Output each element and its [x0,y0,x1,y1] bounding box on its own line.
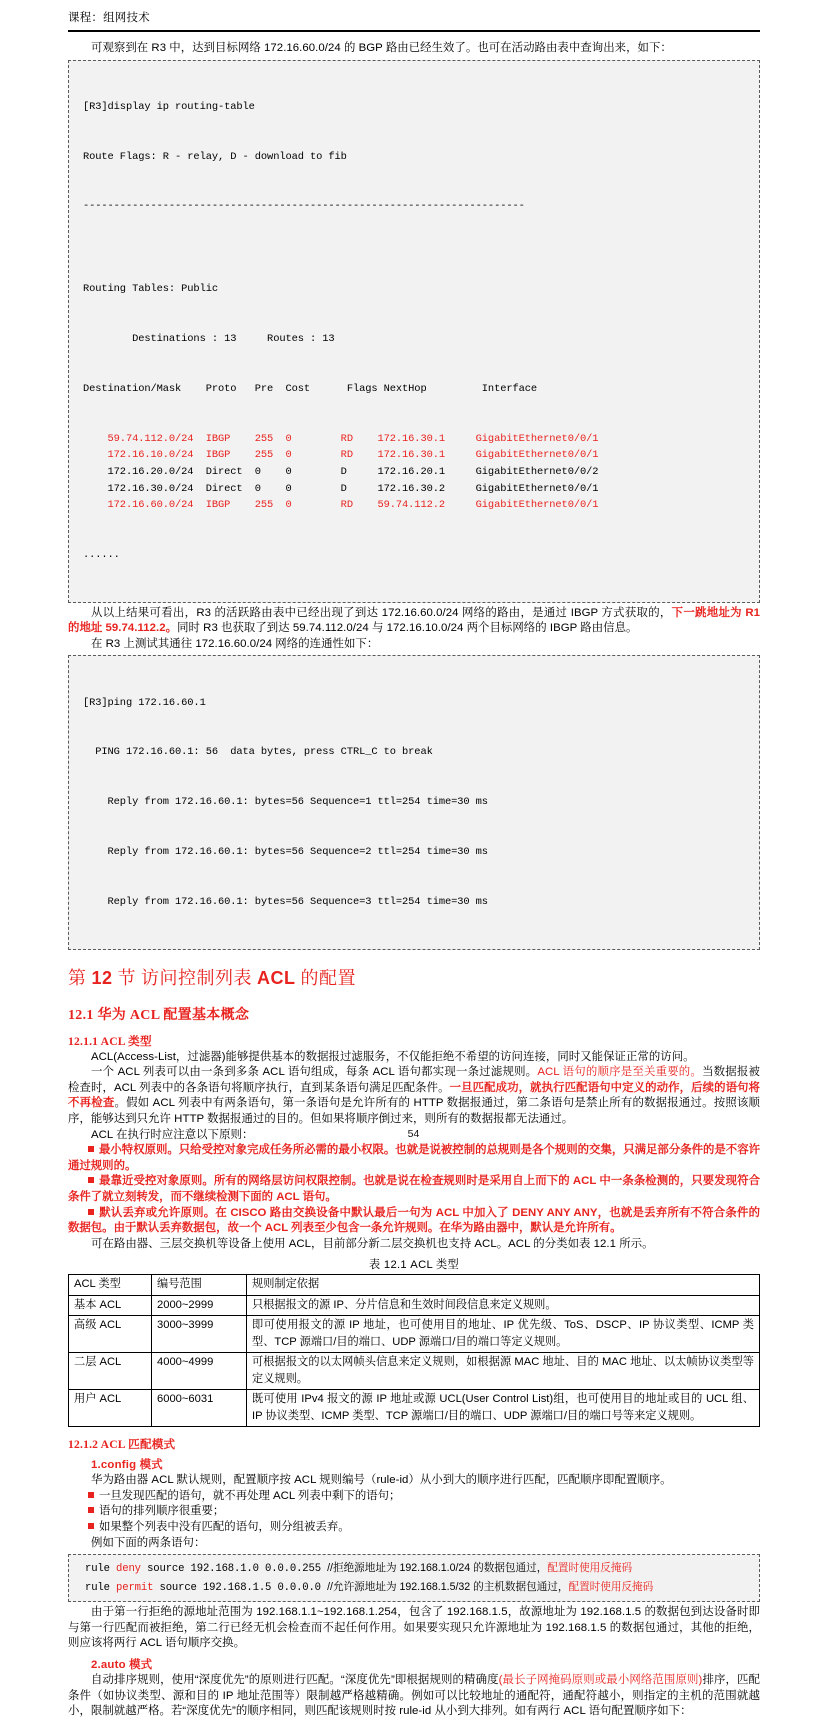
table-cell: 可根据报文的以太网帧头信息来定义规则，如根据源 MAC 地址、目的 MAC 地址、以太帧协议类型等定义规则。 [247,1353,760,1390]
rule-action: deny [116,1563,141,1576]
principle-item [68,1174,760,1205]
config-bullet [68,1489,760,1505]
table-header-cell: 编号范围 [152,1275,247,1296]
config-bullet-text: 如果整个列表中没有匹配的语句，则分组被丢弃。 [99,1521,350,1534]
bullet-square-icon [88,1177,94,1183]
rule-comment: //允许源地址为 192.168.1.5/32 的主机数据包通过， [327,1581,569,1594]
rule-keyword: rule [85,1582,117,1595]
page-header [68,0,760,32]
section-number: 12 [91,967,113,988]
bullet-square-icon [88,1146,94,1152]
rule-params: source 192.168.1.0 0.0.0.255 [140,1563,328,1576]
code-line: Route Flags: R - relay, D - download to fib [83,150,347,163]
code-line: PING 172.16.60.1: 56 data bytes, press CTRL_C to break [83,746,433,759]
rule-note: 配置时使用反掩码 [547,1562,633,1575]
section-suffix: 的配置 [295,967,357,988]
auto-mode-heading: 2.auto 模式 [91,1659,153,1672]
table-row [69,1390,760,1427]
code-line: Reply from 172.16.60.1: bytes=56 Sequence=3 ttl=254 time=30 ms [83,895,488,908]
routing-table-row: 172.16.10.0/24 IBGP 255 0 RD 172.16.30.1 GigabitEthernet0/0/1 [83,449,599,462]
acl-seg-c: 。假如 ACL 列表中有两条语句，第一条语句是允许所有的 HTTP 数据报通过，第二条语句是禁止所有的数据报通过。按照该顺序，能够达到只允许 HTTP 数据报通过的目的。但如果将顺序倒过来，则所有的数据报都无法通过。 [68,1097,761,1125]
table-cell: 3000~3999 [152,1316,247,1353]
rule-action: permit [116,1582,154,1595]
acl-type-table [68,1274,760,1427]
principle-text-a: 默认丢弃或允许原则。在 CISCO 路由交换设备中 [99,1206,352,1219]
routing-table-row: 172.16.30.0/24 Direct 0 0 D 172.16.30.2 GigabitEthernet0/0/1 [83,482,599,495]
table-header-cell: 规则制定依据 [247,1275,760,1296]
table-cell: 基本 ACL [69,1295,152,1316]
acl-highlight-2: 一旦匹配成功，就执行匹配语句中定义的动作，后续的语句将不再检查 [68,1081,760,1110]
acl-principles-lead: ACL 在执行时应注意以下原则： [91,1128,254,1141]
subsection-12-1: 12.1 华为 ACL 配置基本概念 [68,1007,250,1023]
principle-item [68,1143,760,1174]
bullet-square-icon [88,1492,94,1498]
routing-table-row: 172.16.20.0/24 Direct 0 0 D 172.16.20.1 GigabitEthernet0/0/2 [83,465,599,478]
config-mode-paragraph: 华为路由器 ACL 默认规则，配置顺序按 ACL 规则编号（rule-id）从小到大的顺序进行匹配，匹配顺序即配置顺序。 [91,1474,672,1487]
principle-text: 最小特权原则。只给受控对象完成任务所必需的最小权限。也就是说被控制的总规则是各个规则的交集，只满足部分条件的是不容许通过规则的。 [68,1144,760,1172]
table-cell: 6000~6031 [152,1390,247,1427]
code-block-rules [68,1554,760,1602]
table-lead-in: 可在路由器、三层交换机等设备上使用 ACL，目前部分新二层交换机也支持 ACL。ACL 的分类如表 12.1 所示。 [91,1237,654,1250]
bullet-square-icon [88,1523,94,1529]
table-row [69,1353,760,1390]
section-acl: ACL [257,967,296,988]
table-cell: 二层 ACL [69,1353,152,1390]
table-caption: 表 12.1 ACL 类型 [369,1259,459,1272]
section-mid: 节 访问控制列表 [112,967,258,988]
auto-mode-paragraph [68,1673,760,1720]
routing-table-row: 172.16.60.0/24 IBGP 255 0 RD 59.74.112.2 GigabitEthernet0/0/1 [83,499,599,512]
code-line-tail: ...... [83,548,120,561]
code-line: Destinations : 13 Routes : 13 [83,333,335,346]
rule-keyword: rule [85,1563,117,1576]
explain-seg2: 同时 R3 也获取了到达 59.74.112.0/24 与 172.16.10.0/24 两个目标网络的 IBGP 路由信息。 [177,622,638,635]
table-header-cell: ACL 类型 [69,1275,152,1296]
acl-highlight-1: ACL 语句的顺序是至关重要的。 [537,1066,703,1079]
table-row [69,1316,760,1353]
subsection-12-1-1: 12.1.1 ACL 类型 [68,1034,152,1048]
auto-seg1: 自动排序规则，使用“深度优先”的原则进行匹配。“深度优先”即根据规则的精确度 [91,1674,499,1687]
config-bullet [68,1504,760,1520]
bullet-square-icon [88,1209,94,1215]
code-line: [R3]ping 172.16.60.1 [83,696,206,709]
rule-note: 配置时使用反掩码 [568,1581,654,1594]
principle-text-b: 默认最后一句为 ACL 中加入了 DENY ANY ANY，也就是丢弃所有不符合条件的数据包。由于默认丢弃数据包，故一个 ACL 列表至少包含一条允许规则。在华为路由器中，默认是允许所有。 [68,1206,760,1235]
intro-paragraph: 可观察到在 R3 中，达到目标网络 172.16.60.0/24 的 BGP 路由已经生效了。也可在活动路由表中查询出来，如下： [91,42,672,55]
routing-table-row: 59.74.112.0/24 IBGP 255 0 RD 172.16.30.1 GigabitEthernet0/0/1 [83,432,599,445]
rules-explanation: 由于第一行拒绝的源地址范围为 192.168.1.1~192.168.1.254，包含了 192.168.1.5，故源地址为 192.168.1.5 的数据包到达设备时即与第一行匹配而被拒绝，第二行已经无机会检查而不起任何作用。如果要实现只允许源地址为 192.168.1.5 的数据包通过，其他的拒绝，则应该将两行 ACL 语句顺序交换。 [68,1606,760,1650]
acl-definition: ACL(Access-List，过滤器)能够提供基本的数据报过滤服务，不仅能拒绝不希望的访问连接，同时又能保证正常的访问。 [91,1050,695,1063]
code-line: Reply from 172.16.60.1: bytes=56 Sequence=2 ttl=254 time=30 ms [83,846,488,858]
config-bullet-text: 语句的排列顺序很重要； [99,1505,225,1518]
table-cell: 只根据报文的源 IP、分片信息和生效时间段信息来定义规则。 [247,1295,760,1316]
bullet-square-icon [88,1507,94,1513]
table-cell: 高级 ACL [69,1316,152,1353]
code-line: ------------------------------------------------------------------------ [83,200,525,213]
page-number: 54 [407,1128,420,1140]
explain-highlight: 下一跳地址为 R1 的地址 59.74.112.2。 [68,606,760,635]
table-cell: 即可使用报文的源 IP 地址，也可使用目的地址、IP 优先级、ToS、DSCP、IP 协议类型、ICMP 类型、TCP 源端口/目的端口、UDP 源端口/目的端口等定义规则。 [247,1316,760,1353]
acl-rule-line [69,1578,759,1597]
table-cell: 用户 ACL [69,1390,152,1427]
table-row [69,1295,760,1316]
rule-comment: //拒绝源地址为 192.168.1.0/24 的数据包通过， [327,1562,548,1575]
subsection-12-1-2: 12.1.2 ACL 匹配模式 [68,1438,176,1452]
rule-params: source 192.168.1.5 0.0.0.0 [153,1582,328,1595]
auto-seg2: 排序，匹配条件（如协议类型、源和目的 IP 地址范围等）限制越严格越精确。例如可以比较地址的通配符，通配符越小，则指定的主机的范围就越小，限制就越严格。若“深度优先”的顺序相同，则匹配该规则时按 rule-id 从小到大排列。如有两行 ACL 语句配置顺序如下： [68,1674,760,1718]
config-mode-heading: 1.config 模式 [91,1459,163,1472]
code-block-ping [68,655,760,949]
table-cell: 2000~2999 [152,1295,247,1316]
code-line: Routing Tables: Public [83,283,218,296]
code-line: Reply from 172.16.60.1: bytes=56 Sequence=1 ttl=254 time=30 ms [83,796,488,809]
routing-explanation [68,606,760,637]
acl-seg-a: 一个 ACL 列表可以由一条到多条 ACL 语句组成，每条 ACL 语句都实现一条过滤规则。 [91,1066,538,1079]
rule-lines [69,1559,759,1597]
section-prefix: 第 [68,967,92,988]
table-header-row [69,1275,760,1296]
code-line: Destination/Mask Proto Pre Cost Flags NextHop Interface [83,382,538,395]
example-lead: 例如下面的两条语句： [91,1536,206,1549]
config-bullet [68,1520,760,1536]
config-bullet-text: 一旦发现匹配的语句，就不再处理 ACL 列表中剩下的语句； [99,1489,401,1502]
principle-text: 最靠近受控对象原则。所有的网络层访问权限控制。也就是说在检查规则时是采用自上而下的 ACL 中一条条检测的，只要发现符合条件了就立刻转发，而不继续检测下面的 ACL 语句。 [68,1175,760,1203]
acl-order-paragraph [68,1065,760,1127]
table-cell: 4000~4999 [152,1353,247,1390]
acl-seg-b: 当数据报被检查时，ACL 列表中的各条语句将顺序执行，直到某条语句满足匹配条件。 [68,1066,760,1094]
page-content [68,0,760,1720]
header-divider [68,30,760,32]
section-heading [68,964,760,990]
code-line: [R3]display ip routing-table [83,100,255,113]
routing-table-rows [69,431,759,514]
code-block-routing-table [68,60,760,603]
auto-highlight: (最长子网掩码原则或最小网络范围原则) [498,1674,703,1687]
explain-seg1: 从以上结果可看出，R3 的活跃路由表中已经出现了到达 172.16.60.0/24 网络的路由，是通过 IBGP 方式获取的， [91,606,672,619]
course-label: 课程：组网技术 [68,12,150,24]
table-cell: 既可使用 IPv4 报文的源 IP 地址或源 UCL(User Control List)组，也可使用目的地址或目的 UCL 组、IP 协议类型、ICMP 类型、TCP 源端口/目的端口、UDP 源端口/目的端口号等来定义规则。 [247,1390,760,1427]
acl-rule-line [69,1559,759,1578]
ping-lead: 在 R3 上测试其通往 172.16.60.0/24 网络的连通性如下： [91,637,379,650]
principle-item [68,1206,760,1237]
